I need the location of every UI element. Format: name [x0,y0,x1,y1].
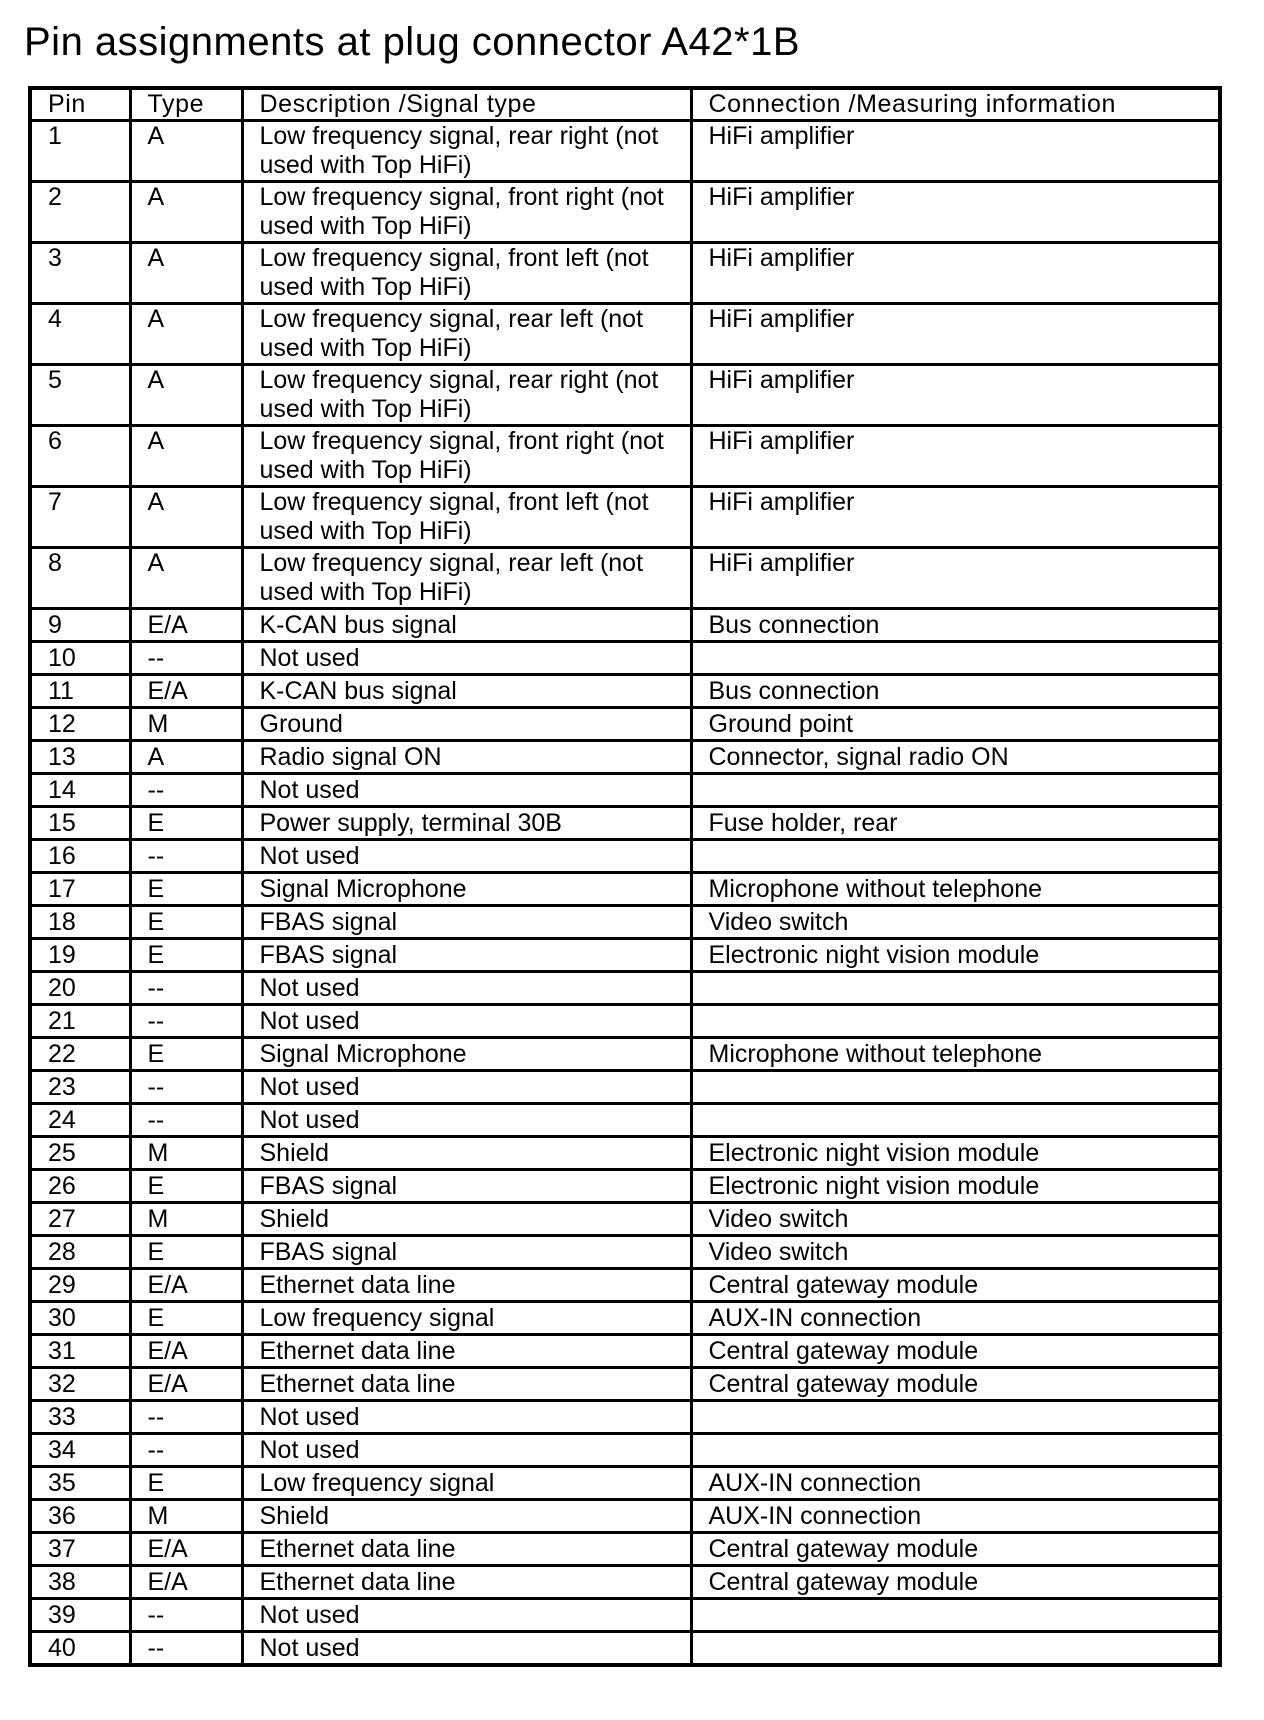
cell-description: Shield [242,1137,691,1170]
cell-pin: 37 [30,1533,130,1566]
cell-description: Not used [242,1599,691,1632]
table-row [30,741,1220,774]
cell-pin: 11 [30,675,130,708]
cell-connection: HiFi amplifier [691,182,1220,243]
cell-connection [691,1434,1220,1467]
cell-type: E [130,1236,242,1269]
cell-description: Not used [242,642,691,675]
table-row [30,1203,1220,1236]
cell-type: A [130,243,242,304]
cell-description: Signal Microphone [242,873,691,906]
cell-connection: Electronic night vision module [691,1137,1220,1170]
table-row [30,807,1220,840]
cell-connection: Microphone without telephone [691,873,1220,906]
cell-type: E [130,873,242,906]
header-description: Description /Signal type [242,88,691,121]
cell-pin: 10 [30,642,130,675]
table-row [30,1137,1220,1170]
cell-description: K-CAN bus signal [242,675,691,708]
cell-description: FBAS signal [242,939,691,972]
cell-type: E/A [130,1368,242,1401]
cell-description: Not used [242,1434,691,1467]
cell-type: A [130,548,242,609]
cell-pin: 39 [30,1599,130,1632]
cell-connection: Central gateway module [691,1566,1220,1599]
table-row [30,1038,1220,1071]
cell-pin: 2 [30,182,130,243]
cell-description: Not used [242,1401,691,1434]
cell-connection [691,774,1220,807]
cell-description: Shield [242,1203,691,1236]
cell-pin: 38 [30,1566,130,1599]
cell-type: E/A [130,609,242,642]
cell-description: Not used [242,972,691,1005]
cell-type: M [130,1137,242,1170]
table-row [30,939,1220,972]
cell-type: -- [130,1401,242,1434]
cell-pin: 21 [30,1005,130,1038]
cell-pin: 15 [30,807,130,840]
cell-connection: Electronic night vision module [691,1170,1220,1203]
table-row [30,1071,1220,1104]
cell-type: E/A [130,1269,242,1302]
cell-type: E [130,906,242,939]
table-row [30,243,1220,304]
cell-type: -- [130,1599,242,1632]
cell-pin: 36 [30,1500,130,1533]
cell-connection: HiFi amplifier [691,121,1220,182]
cell-description: Low frequency signal, rear right (not used with Top HiFi) [242,365,691,426]
table-row [30,1599,1220,1632]
cell-description: Low frequency signal [242,1302,691,1335]
cell-pin: 19 [30,939,130,972]
cell-type: A [130,182,242,243]
cell-connection [691,1632,1220,1666]
cell-connection: Microphone without telephone [691,1038,1220,1071]
cell-connection: HiFi amplifier [691,365,1220,426]
page-title: Pin assignments at plug connector A42*1B [24,20,801,64]
pin-assignment-table [28,86,1222,1667]
table-row [30,774,1220,807]
cell-description: Low frequency signal, rear left (not used with Top HiFi) [242,548,691,609]
cell-connection: HiFi amplifier [691,304,1220,365]
header-pin: Pin [30,88,130,121]
table-row [30,1467,1220,1500]
cell-pin: 9 [30,609,130,642]
cell-pin: 16 [30,840,130,873]
cell-description: FBAS signal [242,906,691,939]
cell-type: E [130,807,242,840]
table-row [30,906,1220,939]
table-row [30,182,1220,243]
table-body [30,121,1220,1666]
cell-connection: HiFi amplifier [691,426,1220,487]
cell-type: -- [130,774,242,807]
cell-type: -- [130,1434,242,1467]
table-row [30,609,1220,642]
cell-description: Not used [242,840,691,873]
cell-description: FBAS signal [242,1236,691,1269]
header-connection: Connection /Measuring information [691,88,1220,121]
cell-description: Not used [242,1104,691,1137]
cell-connection: Fuse holder, rear [691,807,1220,840]
cell-type: E/A [130,1566,242,1599]
cell-connection: Ground point [691,708,1220,741]
cell-type: A [130,741,242,774]
cell-description: Low frequency signal, front right (not used with Top HiFi) [242,426,691,487]
cell-type: M [130,1203,242,1236]
table-header-row [30,88,1220,121]
table-row [30,1368,1220,1401]
cell-connection: Video switch [691,1236,1220,1269]
cell-connection [691,1005,1220,1038]
cell-type: -- [130,1005,242,1038]
cell-pin: 1 [30,121,130,182]
cell-connection [691,1401,1220,1434]
cell-connection [691,1071,1220,1104]
cell-pin: 8 [30,548,130,609]
cell-connection: Video switch [691,1203,1220,1236]
cell-connection: AUX-IN connection [691,1467,1220,1500]
table-row [30,304,1220,365]
table-row [30,365,1220,426]
cell-description: FBAS signal [242,1170,691,1203]
cell-description: Low frequency signal, front left (not used with Top HiFi) [242,487,691,548]
cell-pin: 31 [30,1335,130,1368]
cell-pin: 33 [30,1401,130,1434]
cell-connection: AUX-IN connection [691,1500,1220,1533]
cell-description: Low frequency signal, rear left (not used with Top HiFi) [242,304,691,365]
cell-type: A [130,487,242,548]
cell-type: A [130,426,242,487]
table-row [30,548,1220,609]
cell-pin: 35 [30,1467,130,1500]
cell-connection: Electronic night vision module [691,939,1220,972]
table-row [30,642,1220,675]
cell-pin: 14 [30,774,130,807]
cell-pin: 3 [30,243,130,304]
cell-description: Ethernet data line [242,1269,691,1302]
cell-pin: 7 [30,487,130,548]
cell-description: Ethernet data line [242,1335,691,1368]
cell-pin: 30 [30,1302,130,1335]
cell-pin: 17 [30,873,130,906]
cell-connection: Bus connection [691,675,1220,708]
table-row [30,675,1220,708]
cell-type: E [130,939,242,972]
cell-type: E/A [130,675,242,708]
cell-type: -- [130,642,242,675]
table-row [30,1236,1220,1269]
cell-connection: AUX-IN connection [691,1302,1220,1335]
table-row [30,1302,1220,1335]
cell-description: Not used [242,1005,691,1038]
cell-connection [691,972,1220,1005]
table-row [30,1566,1220,1599]
cell-connection: HiFi amplifier [691,243,1220,304]
cell-type: E [130,1170,242,1203]
cell-description: Ground [242,708,691,741]
cell-pin: 23 [30,1071,130,1104]
cell-type: M [130,708,242,741]
cell-description: Shield [242,1500,691,1533]
cell-description: Power supply, terminal 30B [242,807,691,840]
cell-description: Signal Microphone [242,1038,691,1071]
cell-type: E/A [130,1533,242,1566]
cell-connection: Central gateway module [691,1269,1220,1302]
table-row [30,1500,1220,1533]
cell-pin: 20 [30,972,130,1005]
cell-pin: 27 [30,1203,130,1236]
cell-pin: 12 [30,708,130,741]
cell-pin: 34 [30,1434,130,1467]
cell-type: -- [130,1071,242,1104]
table-row [30,1632,1220,1666]
cell-description: Not used [242,1632,691,1666]
cell-connection: Central gateway module [691,1533,1220,1566]
cell-type: M [130,1500,242,1533]
table-row [30,487,1220,548]
cell-description: Low frequency signal, front left (not used with Top HiFi) [242,243,691,304]
cell-type: -- [130,1104,242,1137]
cell-connection [691,642,1220,675]
cell-pin: 26 [30,1170,130,1203]
cell-description: Not used [242,1071,691,1104]
cell-connection: Video switch [691,906,1220,939]
cell-pin: 32 [30,1368,130,1401]
cell-type: E [130,1467,242,1500]
table-row [30,840,1220,873]
cell-type: E [130,1038,242,1071]
table-row [30,426,1220,487]
cell-pin: 29 [30,1269,130,1302]
table-row [30,121,1220,182]
cell-pin: 25 [30,1137,130,1170]
cell-connection: Bus connection [691,609,1220,642]
table-row [30,1401,1220,1434]
cell-pin: 24 [30,1104,130,1137]
cell-type: E [130,1302,242,1335]
table-row [30,873,1220,906]
cell-type: A [130,365,242,426]
table-row [30,1335,1220,1368]
cell-type: -- [130,840,242,873]
table-row [30,1434,1220,1467]
cell-description: Ethernet data line [242,1566,691,1599]
cell-connection: HiFi amplifier [691,487,1220,548]
table-row [30,1005,1220,1038]
cell-connection [691,840,1220,873]
cell-type: A [130,304,242,365]
cell-description: Ethernet data line [242,1368,691,1401]
cell-description: Low frequency signal [242,1467,691,1500]
table-row [30,1269,1220,1302]
cell-pin: 5 [30,365,130,426]
cell-pin: 22 [30,1038,130,1071]
cell-type: -- [130,972,242,1005]
cell-connection: Central gateway module [691,1368,1220,1401]
cell-pin: 28 [30,1236,130,1269]
cell-pin: 18 [30,906,130,939]
cell-type: A [130,121,242,182]
cell-description: Low frequency signal, rear right (not used with Top HiFi) [242,121,691,182]
cell-description: K-CAN bus signal [242,609,691,642]
table-row [30,1533,1220,1566]
cell-pin: 6 [30,426,130,487]
cell-type: E/A [130,1335,242,1368]
cell-pin: 4 [30,304,130,365]
cell-connection [691,1104,1220,1137]
cell-type: -- [130,1632,242,1666]
cell-description: Radio signal ON [242,741,691,774]
table-row [30,1170,1220,1203]
cell-pin: 40 [30,1632,130,1666]
table-row [30,972,1220,1005]
cell-connection: Central gateway module [691,1335,1220,1368]
table-row [30,1104,1220,1137]
cell-connection [691,1599,1220,1632]
cell-description: Not used [242,774,691,807]
cell-description: Low frequency signal, front right (not used with Top HiFi) [242,182,691,243]
cell-connection: Connector, signal radio ON [691,741,1220,774]
header-type: Type [130,88,242,121]
cell-pin: 13 [30,741,130,774]
cell-connection: HiFi amplifier [691,548,1220,609]
table-row [30,708,1220,741]
cell-description: Ethernet data line [242,1533,691,1566]
